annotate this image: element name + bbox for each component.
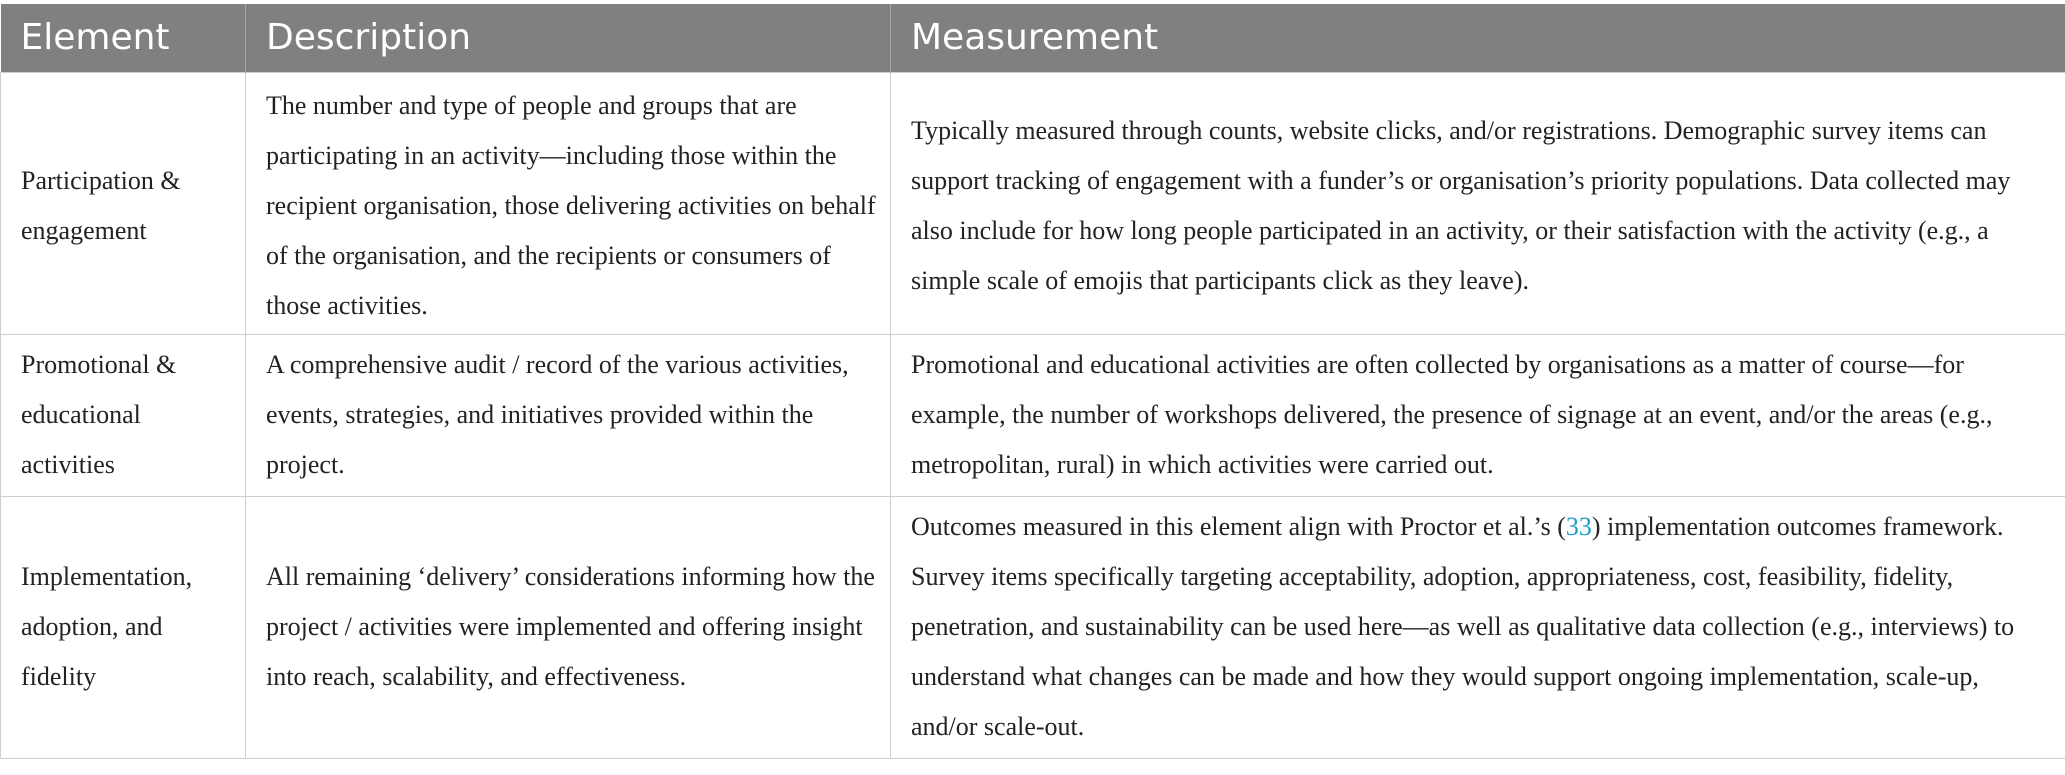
table-row: [1, 496, 2065, 758]
header-measurement: Measurement: [891, 4, 2065, 72]
cell-description: A comprehensive audit / record of the various activities, events, strategies, and initiatives provided within the project.: [246, 334, 891, 496]
cell-description: The number and type of people and groups that are participating in an activity—including those within the recipient organisation, those delivering activities on behalf of the organisation, and the recipients or consumers of those activities.: [246, 72, 891, 334]
header-row: [1, 4, 2065, 72]
header-element: Element: [1, 4, 246, 72]
cell-element: Promotional & educational activities: [1, 334, 246, 496]
measurement-text-after-ref: ) implementation outcomes framework. Survey items specifically targeting acceptability, adoption, appropriateness, cost, feasibility, fidelity, penetration, and sustainability can be used here—as well as qualitative data collection (e.g., interviews) to understand what changes can be made and how they would support ongoing implementation, scale-up, and/or scale-out.: [911, 512, 2015, 741]
cell-measurement: [891, 496, 2065, 758]
cell-measurement: Typically measured through counts, website clicks, and/or registrations. Demographic survey items can support tracking of engagement with a funder’s or organisation’s priority populations. Data collected may also include for how long people participated in an activity, or their satisfaction with the activity (e.g., a simple scale of emojis that participants click as they leave).: [891, 72, 2065, 334]
cell-description: All remaining ‘delivery’ considerations informing how the project / activities were implemented and offering insight into reach, scalability, and effectiveness.: [246, 496, 891, 758]
table-row: [1, 334, 2065, 496]
table-header: [1, 4, 2065, 72]
measurement-text-before-ref: Outcomes measured in this element align with Proctor et al.’s (: [911, 512, 1566, 541]
reference-link-33[interactable]: 33: [1565, 512, 1592, 541]
cell-measurement: Promotional and educational activities are often collected by organisations as a matter of course—for example, the number of workshops delivered, the presence of signage at an event, and/or the areas (e.g., metropolitan, rural) in which activities were carried out.: [891, 334, 2065, 496]
table-body: [1, 72, 2065, 758]
cell-element: Implementation, adoption, and fidelity: [1, 496, 246, 758]
table-row: [1, 72, 2065, 334]
header-description: Description: [246, 4, 891, 72]
cell-element: Participation & engagement: [1, 72, 246, 334]
measurement-table: [0, 4, 2065, 759]
